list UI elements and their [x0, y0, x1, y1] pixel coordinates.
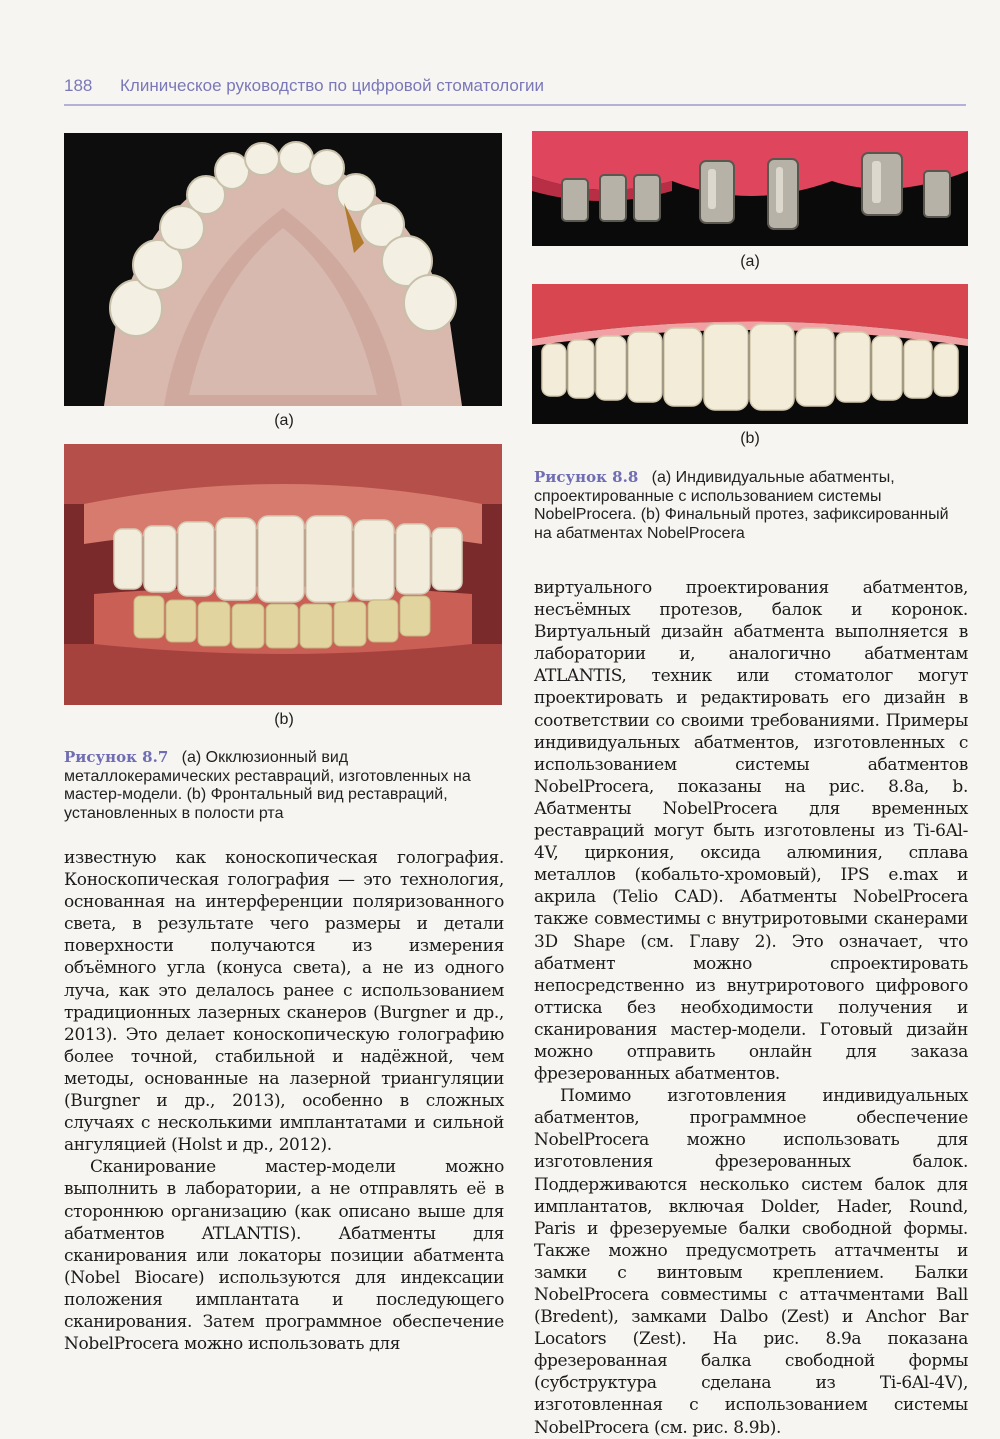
- figure-8-7-caption-tag: Рисунок 8.7: [64, 748, 169, 766]
- figure-8-8a-label: (a): [740, 253, 760, 270]
- left-column-text: [64, 847, 504, 1355]
- figure-8-8b-photo: [532, 284, 968, 424]
- right-paragraph-1: виртуального проектирования абатментов, несъёмных протезов, балок и коронок. Виртуальный дизайн абатмента выполняется в лаборатории и, аналогично абатментам ATLANTIS, техник или стоматолог могут проектировать и редактировать его дизайн в соответствии со своими требованиями. Примеры индивидуальных абатментов, изготовленных с использованием системы абатментов NobelProcera, показаны на рис. 8.8a, b. Абатменты NobelProcera для временных реставраций могут быть изготовлены из Ti-6Al-4V, циркония, оксида алюминия, сплава металлов (кобальто-хромовый), IPS e.max и акрила (Telio CAD). Абатменты NobelProcera также совместимы с внутриротовыми сканерами 3D Shape (см. Главу 2). Это означает, что абатмент можно спроектировать непосредственно из внутриротового цифрового оттиска без необходимости получения и сканирования мастер-модели. Готовый дизайн можно отправить онлайн для заказа фрезерованных абатментов.: [534, 578, 968, 1085]
- left-paragraph-1: известную как коноскопическая голография. Коноскопическая голография — это технология, основанная на интерференции поляризованного света, в результате чего размеры и детали поверхности получаются из измерения объёмного угла (конуса света), а не из одного луча, как это делалось ранее с использованием традиционных лазерных сканеров (Burgner и др., 2013). Это делает коноскопическую голографию более точной, стабильной и надёжной, чем методы, основанные на лазерной триангуляции (Burgner и др., 2013), особенно в сложных случаях с несколькими имплантатами и сильной ангуляцией (Holst и др., 2012).: [64, 848, 504, 1156]
- right-paragraph-2: Помимо изготовления индивидуальных абатментов, программное обеспечение NobelProcera можно использовать для изготовления фрезерованных балок. Поддерживаются несколько систем балок для имплантатов, включая Dolder, Hader, Round, Paris и фрезеруемые балки свободной формы. Также можно предусмотреть аттачменты и замки с винтовым креплением. Балки NobelProcera совместимы с аттачментами Ball (Bredent), замками Dalbo (Zest) и Anchor Bar Locators (Zest). На рис. 8.9a показана фрезерованная балка свободной формы (субструктура сделана из Ti-6Al-4V), изготовленная с использованием системы NobelProcera (см. рис. 8.9b).: [534, 1086, 968, 1438]
- figure-8-7-caption: [64, 748, 504, 823]
- figure-8-7b-label: (b): [274, 711, 294, 728]
- figure-8-7a-label: (a): [274, 412, 294, 429]
- page-number: 188: [64, 76, 93, 95]
- figure-8-7a-photo: [64, 133, 502, 406]
- header-rule: [64, 104, 966, 106]
- figure-8-8a-photo: [532, 131, 968, 246]
- figure-8-8-caption-tag: Рисунок 8.8: [534, 468, 639, 486]
- figure-8-7b-photo: [64, 444, 502, 705]
- figure-8-8-caption-text: (a) Индивидуальные абатменты, спроектированные с использованием системы NobelProcera. (b) Финальный протез, зафиксированный на абатментах NobelProcera: [534, 469, 949, 542]
- left-paragraph-2: Сканирование мастер-модели можно выполнить в лаборатории, а не отправлять её в стороннюю организацию (как описано выше для абатментов ATLANTIS). Абатменты для сканирования или локаторы позиции абатмента (Nobel Biocare) используются для индексации положения имплантата и последующего сканирования. Затем программное обеспечение NobelProcera можно использовать для: [64, 1157, 504, 1355]
- running-title: Клиническое руководство по цифровой стоматологии: [120, 76, 545, 95]
- right-column-text: [534, 577, 968, 1439]
- figure-8-8b-label: (b): [740, 430, 760, 447]
- running-header: [64, 76, 964, 100]
- figure-8-8-caption: [534, 468, 964, 543]
- figure-8-7-caption-text: (a) Окклюзионный вид металлокерамических реставраций, изготовленных на мастер-модели. (b) Фронтальный вид реставраций, установленных в полости рта: [64, 749, 471, 822]
